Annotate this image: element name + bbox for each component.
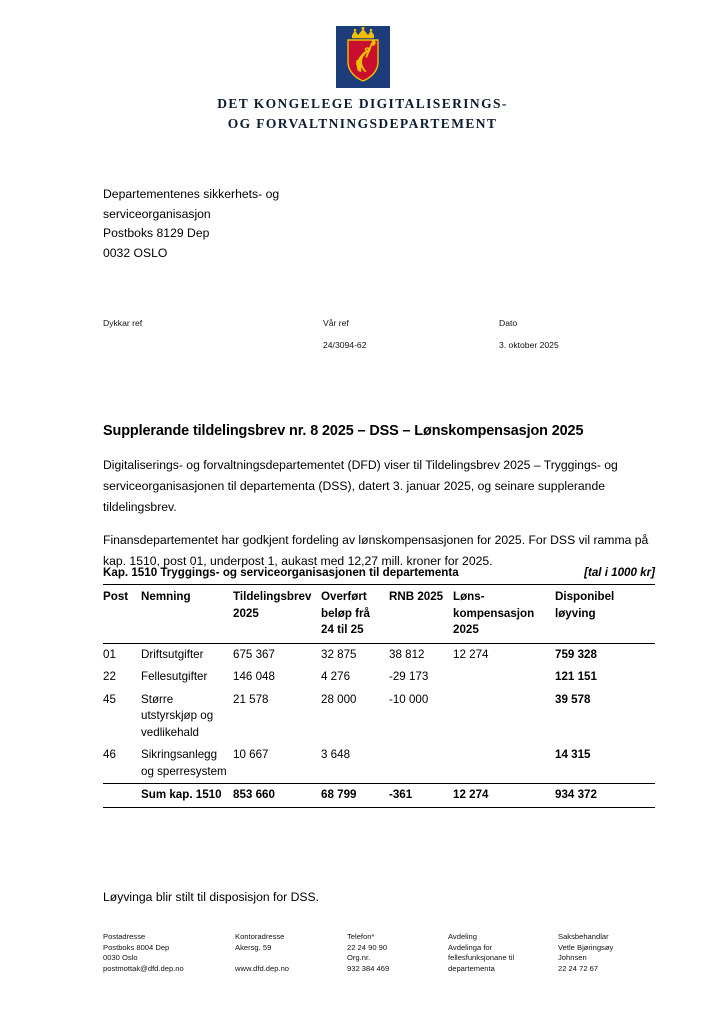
- recipient-line-1: Departementenes sikkerhets- og: [103, 187, 280, 201]
- cell-rnb: -361: [389, 788, 413, 801]
- cell-overfort: 4 276: [321, 670, 351, 683]
- footer-label-saksbehandlar: Saksbehandlar: [558, 932, 609, 941]
- cell-post: [103, 784, 141, 808]
- cell-rnb: [389, 744, 453, 784]
- our-ref-value: 24/3094-62: [323, 340, 367, 350]
- footer-postadresse-line-1: Postboks 8004 Dep: [103, 942, 170, 952]
- cell-tildelingsbrev: 146 048: [233, 670, 275, 683]
- cell-post: 01: [103, 647, 116, 661]
- footer-avdeling-line-3: departementa: [448, 963, 495, 973]
- column-header-tildelingsbrev: Tildelingsbrev 2025: [233, 590, 312, 620]
- footer-saksbehandlar-name-2: Johnsen: [558, 953, 587, 963]
- cell-nemning: Driftsutgifter: [141, 647, 204, 661]
- cell-lonskompensasjon: [453, 689, 555, 745]
- footer-label-postadresse: Postadresse: [103, 932, 146, 941]
- recipient-address-block: [103, 185, 279, 263]
- date-label: Dato: [499, 318, 518, 328]
- cell-overfort: 3 648: [321, 748, 351, 761]
- recipient-line-4: 0032 OSLO: [103, 245, 168, 260]
- cell-tildelingsbrev: 21 578: [233, 692, 269, 706]
- table-row: [103, 643, 655, 666]
- cell-post: 45: [103, 692, 116, 706]
- footer-column-postadresse: [103, 932, 233, 974]
- cell-lonskompensasjon: [453, 744, 555, 784]
- footer-label-orgnr: Org.nr.: [347, 953, 371, 963]
- footer-label-telefon: Telefon*: [347, 932, 375, 941]
- date-value: 3. oktober 2025: [499, 340, 559, 350]
- cell-disponibel: 934 372: [555, 788, 597, 801]
- footer-column-telefon: [347, 932, 442, 974]
- footer-postadresse-email[interactable]: postmottak@dfd.dep.no: [103, 963, 184, 973]
- org-name-line-1: DET KONGELEGE DIGITALISERINGS-: [217, 96, 508, 111]
- cell-lonskompensasjon: 12 274: [453, 788, 489, 801]
- column-header-lonskompensasjon: Løns-kompensasjon 2025: [453, 590, 535, 636]
- organization-name: [0, 94, 725, 133]
- table-caption-text: Kap. 1510 Tryggings- og serviceorganisasjonen til departementa: [103, 566, 459, 579]
- cell-rnb: -10 000: [389, 692, 429, 706]
- footer-label-kontoradresse: Kontoradresse: [235, 932, 285, 941]
- table-row: [103, 666, 655, 689]
- recipient-line-3: Postboks 8129 Dep: [103, 226, 210, 240]
- footer-saksbehandlar-name-1: Vetle Bjøringsøy: [558, 942, 614, 952]
- footer-kontoradresse-line-2: [235, 953, 345, 964]
- column-header-disponibel-loyving: Disponibel løyving: [555, 590, 615, 620]
- table-caption-note: [tal i 1000 kr]: [584, 566, 655, 579]
- cell-tildelingsbrev: 675 367: [233, 647, 275, 661]
- our-ref-column: [323, 318, 367, 350]
- norwegian-coat-of-arms-icon: [336, 26, 390, 88]
- your-ref-column: [103, 318, 142, 340]
- cell-overfort: 68 799: [321, 788, 357, 801]
- cell-lonskompensasjon: 12 274: [453, 647, 489, 661]
- footer-label-avdeling: Avdeling: [448, 932, 477, 941]
- cell-disponibel: 759 328: [555, 647, 597, 661]
- footer-avdeling-line-1: Avdelinga for: [448, 942, 493, 952]
- cell-nemning: Sum kap. 1510: [141, 788, 222, 801]
- table-caption: [103, 566, 655, 585]
- table-row: [103, 689, 655, 745]
- footer-column-kontoradresse: [235, 932, 345, 974]
- letterhead: [0, 0, 725, 133]
- org-name-line-2: OG FORVALTNINGSDEPARTEMENT: [227, 115, 498, 131]
- budget-table: [103, 585, 655, 808]
- date-column: [499, 318, 559, 350]
- table-row: [103, 744, 655, 784]
- cell-tildelingsbrev: 10 667: [233, 748, 269, 761]
- table-body: [103, 643, 655, 807]
- body-paragraph-1: Digitaliserings- og forvaltningsdepartementet (DFD) viser til Tildelingsbrev 2025 – Tryggings- og serviceorganisasjonen til departementa (DSS), datert 3. januar 2025, og seinare supplerande tildelingsbrev.: [103, 458, 618, 515]
- table-header-row: [103, 585, 655, 643]
- cell-rnb: 38 812: [389, 647, 425, 661]
- cell-rnb: -29 173: [389, 670, 429, 683]
- column-header-post: Post: [103, 590, 129, 603]
- column-header-overfort-belop: Overført beløp frå 24 til 25: [321, 590, 370, 636]
- footer-kontoradresse-line-1: Akersg. 59: [235, 942, 272, 952]
- cell-lonskompensasjon: [453, 666, 555, 689]
- cell-disponibel: 121 151: [555, 670, 597, 683]
- footer-orgnr-value: 932 384 469: [347, 963, 390, 973]
- footer-saksbehandlar-phone: 22 24 72 67: [558, 963, 599, 973]
- cell-disponibel: 14 315: [555, 748, 591, 761]
- cell-overfort: 32 875: [321, 647, 357, 661]
- footer-column-avdeling: [448, 932, 553, 974]
- footer-postadresse-line-2: 0030 Oslo: [103, 953, 138, 963]
- footer-kontoradresse-website[interactable]: www.dfd.dep.no: [235, 963, 290, 973]
- cell-nemning: Sikringsanlegg og sperresystem: [141, 748, 227, 778]
- column-header-nemning: Nemning: [141, 590, 191, 603]
- body-paragraph-2: Finansdepartementet har godkjent fordeling av lønskompensasjonen for 2025. For DSS vil ramma på kap. 1510, post 01, underpost 1, aukast med 12,27 mill. kroner for 2025.: [103, 533, 649, 569]
- footer-telefon-number: 22 24 90 90: [347, 942, 388, 952]
- table-sum-row: [103, 784, 655, 808]
- our-ref-label: Vår ref: [323, 318, 349, 328]
- cell-post: 22: [103, 670, 116, 683]
- column-header-rnb: RNB 2025: [389, 590, 444, 603]
- cell-post: 46: [103, 748, 116, 761]
- cell-tildelingsbrev: 853 660: [233, 788, 275, 801]
- cell-nemning: Større utstyrskjøp og vedlikehald: [141, 692, 214, 739]
- footer-avdeling-line-2: fellesfunksjonane til: [448, 953, 515, 963]
- budget-table-wrapper: [103, 566, 655, 808]
- your-ref-label: Dykkar ref: [103, 318, 143, 328]
- cell-nemning: Fellesutgifter: [141, 670, 208, 683]
- closing-paragraph: Løyvinga blir stilt til disposisjon for DSS.: [103, 890, 320, 905]
- cell-disponibel: 39 578: [555, 692, 591, 706]
- recipient-line-2: serviceorganisasjon: [103, 206, 211, 221]
- footer-column-saksbehandlar: [558, 932, 668, 974]
- document-title: Supplerande tildelingsbrev nr. 8 2025 – DSS – Lønskompensasjon 2025: [103, 422, 584, 439]
- cell-overfort: 28 000: [321, 692, 357, 706]
